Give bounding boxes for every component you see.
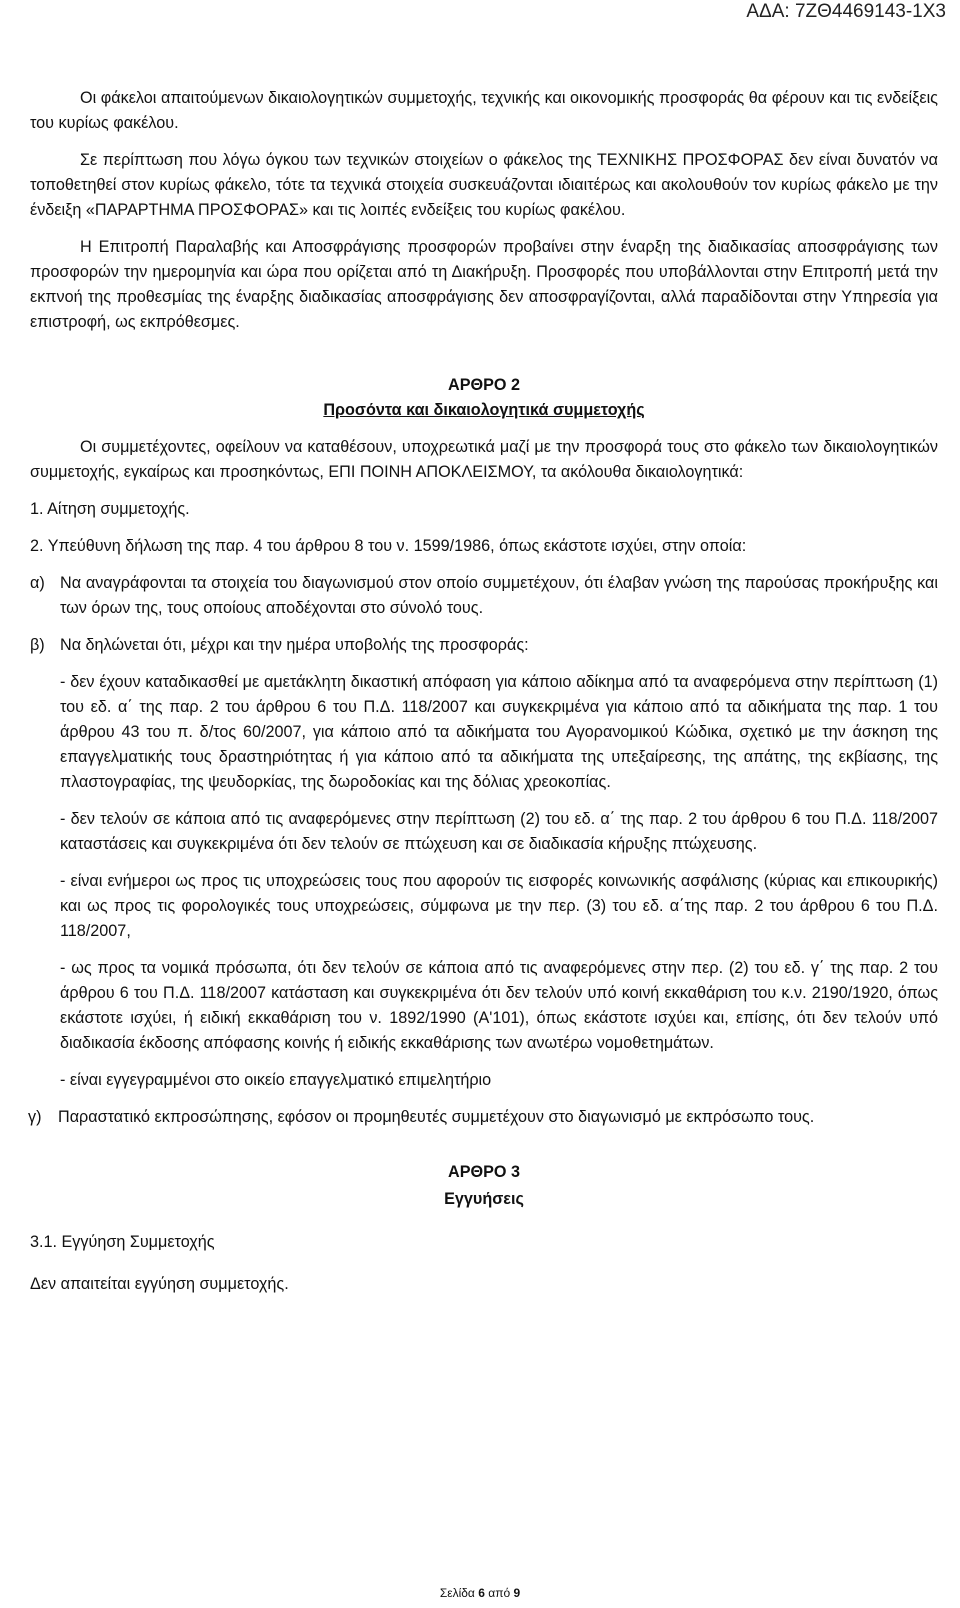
document-page — [30, 86, 938, 1297]
page-footer — [0, 1585, 960, 1601]
sub-item-a — [30, 571, 938, 621]
sub-item-c-mark: γ) — [28, 1108, 42, 1126]
sub-item-c — [28, 1105, 938, 1130]
paragraph-committee: Η Επιτροπή Παραλαβής και Αποσφράγισης προσφορών προβαίνει στην έναρξη της διαδικασίας αποσφράγισης των προσφορών την ημερομηνία και ώρα που ορίζεται από τη Διακήρυξη. Προσφορές που υποβάλλονται στην Επιτροπή μετά την εκπνοή της προθεσμίας της έναρξης διαδικασίας αποσφράγισης δεν αποσφραγίζονται, αλλά παραδίδονται στην Υπηρεσία για επιστροφή, ως εκπρόθεσμες. — [30, 238, 938, 331]
paragraph-technical-offer: Σε περίπτωση που λόγω όγκου των τεχνικών στοιχείων ο φάκελος της ΤΕΧΝΙΚΗΣ ΠΡΟΣΦΟΡΑΣ δεν είναι δυνατόν να τοποθετηθεί στον κυρίως φάκελο, τότε τα τεχνικά στοιχεία συσκευάζονται ιδιαιτέρως και ακολουθούν τον κυρίως φάκελο με την ένδειξη «ΠΑΡΑΡΤΗΜΑ ΠΡΟΣΦΟΡΑΣ» και τις λοιπές ενδείξεις του κυρίως φακέλου. — [30, 151, 938, 219]
sub-item-a-text: Να αναγράφονται τα στοιχεία του διαγωνισμού στον οποίο συμμετέχουν, ότι έλαβαν γνώση της παρούσας προκήρυξης και των όρων της, τους οποίους αποδέχονται στο σύνολό τους. — [60, 574, 938, 617]
section-3-1-title: 3.1. Εγγύηση Συμμετοχής — [30, 1233, 215, 1251]
paragraph-participants: Οι συμμετέχοντες, οφείλουν να καταθέσουν, υποχρεωτικά μαζί με την προσφορά τους στο φάκελο των δικαιολογητικών συμμετοχής, εγκαίρως και προσηκόντως, ΕΠΙ ΠΟΙΝΗ ΑΠΟΚΛΕΙΣΜΟΥ, τα ακόλουθα δικαιολογητικά: — [30, 438, 938, 481]
dash-item-bankruptcy: - δεν τελούν σε κάποια από τις αναφερόμενες στην περίπτωση (2) του εδ. α΄ της παρ. 2 του άρθρου 6 του Π.Δ. 118/2007 καταστάσεις και συγκεκριμένα ότι δεν τελούν σε πτώχευση και σε διαδικασία κήρυξης πτώχευσης. — [60, 810, 938, 853]
article3-heading: ΑΡΘΡΟ 3 — [448, 1163, 520, 1181]
article2-title: Προσόντα και δικαιολογητικά συμμετοχής — [323, 401, 645, 419]
dash-item-obligations: - είναι ενήμεροι ως προς τις υποχρεώσεις τους που αφορούν τις εισφορές κοινωνικής ασφάλισης (κύριας και επικουρικής) και ως προς τις φορολογικές τους υποχρεώσεις, σύμφωνα με την περ. (3) του εδ. α΄της παρ. 2 του άρθρου 6 του Π.Δ. 118/2007, — [60, 872, 938, 940]
footer-page-word: Σελίδα — [439, 1586, 475, 1600]
article3-title: Εγγυήσεις — [444, 1190, 524, 1208]
footer-page-total: 9 — [513, 1586, 521, 1600]
sub-item-b-text: Να δηλώνεται ότι, μέχρι και την ημέρα υποβολής της προσφοράς: — [60, 636, 529, 654]
article2-heading: ΑΡΘΡΟ 2 — [448, 376, 520, 394]
sub-item-c-text: Παραστατικό εκπροσώπησης, εφόσον οι προμηθευτές συμμετέχουν στο διαγωνισμό με εκπρόσωπο τους. — [58, 1108, 815, 1126]
paragraph-envelopes: Οι φάκελοι απαιτούμενων δικαιολογητικών συμμετοχής, τεχνικής και οικονομικής προσφοράς θα φέρουν και τις ενδείξεις του κυρίως φακέλου. — [30, 89, 938, 132]
list-item-1: 1. Αίτηση συμμετοχής. — [30, 500, 190, 518]
dash-item-legal-entities: - ως προς τα νομικά πρόσωπα, ότι δεν τελούν σε κάποια από τις αναφερόμενες στην περ. (2) του εδ. γ΄ της παρ. 2 του άρθρου 6 του Π.Δ. 118/2007 κατάσταση και συγκεκριμένα ότι δεν τελούν υπό κοινή εκκαθάριση του κ.ν. 2190/1920, όπως εκάστοτε ισχύει, ή ειδική εκκαθάριση του ν. 1892/1990 (Α'101), όπως εκάστοτε ισχύει και, επίσης, ότι δεν τελούν υπό διαδικασία έκδοσης απόφασης κοινής ή ειδικής εκκαθάρισης των ανωτέρω νομοθετημάτων. — [60, 959, 938, 1052]
footer-page-current: 6 — [478, 1586, 485, 1600]
sub-item-a-mark: α) — [30, 574, 45, 592]
sub-item-b — [30, 633, 938, 658]
article3-block — [30, 1160, 938, 1270]
list-item-2: 2. Υπεύθυνη δήλωση της παρ. 4 του άρθρου 8 του ν. 1599/1986, όπως εκάστοτε ισχύει, στην οποία: — [30, 537, 747, 555]
footer-page-of: από — [488, 1586, 511, 1600]
dash-item-convictions: - δεν έχουν καταδικασθεί με αμετάκλητη δικαστική απόφαση για κάποιο αδίκημα από τα αναφερόμενα στην περίπτωση (1) του εδ. α΄ της παρ. 2 του άρθρου 6 του Π.Δ. 118/2007 και συγκεκριμένα για κάποιο από τα αδικήματα της παρ. 1 του άρθρου 43 του π. δ/τος 60/2007, για κάποιο από τα αδικήματα του Αγορανομικού Κώδικα, σχετικό με την άσκηση της επαγγελματικής τους δραστηριότητας ή για κάποιο από τα αδικήματα της υπεξαίρεσης, της απάτης, της εκβίασης, της πλαστογραφίας, της ψευδορκίας, της δωροδοκίας και της δόλιας χρεοκοπίας. — [60, 673, 938, 791]
section-3-1-text: Δεν απαιτείται εγγύηση συμμετοχής. — [30, 1275, 289, 1293]
dash-item-chamber: - είναι εγγεγραμμένοι στο οικείο επαγγελματικό επιμελητήριο — [60, 1071, 492, 1089]
ada-code: ΑΔΑ: 7ΖΘ4469143-1Χ3 — [746, 1, 946, 22]
sub-item-b-mark: β) — [30, 636, 45, 654]
